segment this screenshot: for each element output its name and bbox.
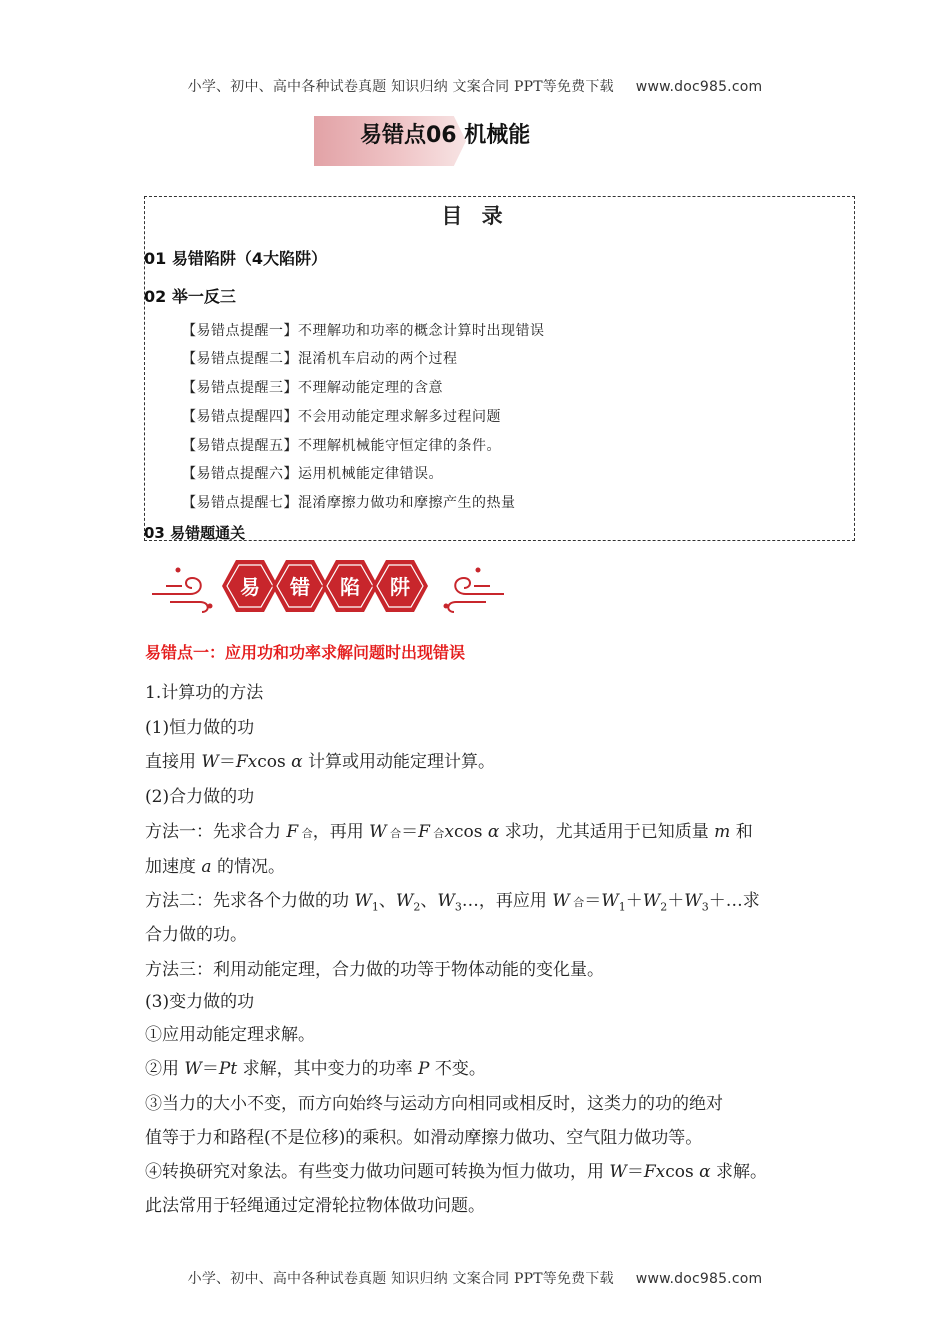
var-P: P xyxy=(417,1059,430,1079)
text-run: 方法一：先求合力 xyxy=(145,822,287,842)
toc-item-2[interactable]: 【易错点提醒二】混淆机车启动的两个过程 xyxy=(182,351,458,367)
text-run: 求解。 xyxy=(710,1162,768,1182)
var-W: W xyxy=(354,891,372,911)
text-run: cos xyxy=(665,1162,700,1182)
var-alpha: α xyxy=(291,752,303,772)
text-run: ＋ xyxy=(667,891,685,911)
text-run: 求解，其中变力的功率 xyxy=(237,1059,418,1079)
subscript: 合 xyxy=(569,896,585,909)
var-W: W xyxy=(184,1059,202,1079)
body-line-3 xyxy=(145,747,495,772)
text-run: ②用 xyxy=(145,1059,185,1079)
subscript: 3 xyxy=(454,900,462,914)
text-run: 、 xyxy=(420,891,438,911)
subscript: 合 xyxy=(386,827,402,840)
body-line-9: 方法三：利用动能定理，合力做的功等于物体动能的变化量。 xyxy=(145,960,604,980)
body-line-10: (3)变力做的功 xyxy=(145,992,255,1012)
text-run: 方法二：先求各个力做的功 xyxy=(145,891,355,911)
right-swirl-ornament xyxy=(444,568,505,613)
toc-item-7[interactable]: 【易错点提醒七】混淆摩擦力做功和摩擦产生的热量 xyxy=(182,495,516,511)
body-line-14: 值等于力和路程(不是位移)的乘积。如滑动摩擦力做功、空气阻力做功等。 xyxy=(145,1128,703,1148)
page-header-site[interactable]: www.doc985.com xyxy=(635,79,763,95)
page-footer-text: 小学、初中、高中各种试卷真题 知识归纳 文案合同 PPT等免费下载 xyxy=(187,1271,614,1287)
var-W: W xyxy=(437,891,455,911)
page-footer xyxy=(0,1268,950,1288)
var-alpha: α xyxy=(699,1162,711,1182)
body-line-16: 此法常用于轻绳通过定滑轮拉物体做功问题。 xyxy=(145,1196,485,1216)
toc-item-6[interactable]: 【易错点提醒六】运用机械能定律错误。 xyxy=(182,466,443,482)
var-W: W xyxy=(201,752,219,772)
toc-section-1[interactable]: 01 易错陷阱（4大陷阱） xyxy=(144,249,327,268)
subscript: 3 xyxy=(701,900,709,914)
var-W: W xyxy=(642,891,661,911)
var-x: x xyxy=(444,822,454,842)
subscript: 合 xyxy=(298,827,313,840)
banner-char-4: 阱 xyxy=(390,575,410,599)
toc-item-5[interactable]: 【易错点提醒五】不理解机械能守恒定律的条件。 xyxy=(182,438,501,454)
toc-section-2[interactable]: 02 举一反三 xyxy=(144,287,236,306)
body-line-15 xyxy=(145,1157,767,1182)
body-line-2: (1)恒力做的功 xyxy=(145,718,255,738)
var-m: m xyxy=(714,822,731,842)
subscript: 合 xyxy=(429,827,445,840)
page-title: 易错点06 机械能 xyxy=(360,123,531,148)
subscript: 2 xyxy=(660,900,668,914)
text-run: ＋ xyxy=(625,891,643,911)
var-W: W xyxy=(552,891,570,911)
var-Pt: Pt xyxy=(218,1059,238,1079)
text-run: ＋…求 xyxy=(708,891,760,911)
toc-item-1[interactable]: 【易错点提醒一】不理解功和功率的概念计算时出现错误 xyxy=(182,323,545,339)
trap-banner xyxy=(148,556,508,616)
body-line-6 xyxy=(145,852,285,877)
text-run: 加速度 xyxy=(145,857,202,877)
text-run: 和 xyxy=(730,822,753,842)
banner-char-3: 陷 xyxy=(340,575,360,599)
var-F: F xyxy=(286,822,299,842)
text-run: 的情况。 xyxy=(211,857,285,877)
banner-char-2: 错 xyxy=(290,575,310,599)
var-Fx: Fx xyxy=(643,1162,666,1182)
body-line-1: 1.计算功的方法 xyxy=(145,683,264,703)
var-F: F xyxy=(418,822,430,842)
banner-char-1: 易 xyxy=(240,575,260,599)
text-run: ＝ xyxy=(401,822,419,842)
subscript: 1 xyxy=(371,900,379,914)
body-line-12 xyxy=(145,1054,486,1079)
toc-heading: 目 录 xyxy=(441,204,509,228)
body-line-13: ③当力的大小不变，而方向始终与运动方向相同或相反时，这类力的功的绝对 xyxy=(145,1094,723,1114)
text-run: ＝ xyxy=(218,752,236,772)
subscript: 1 xyxy=(618,900,626,914)
text-run: ④转换研究对象法。有些变力做功问题可转换为恒力做功，用 xyxy=(145,1162,610,1182)
var-Fx: Fx xyxy=(235,752,258,772)
text-run: 求功，尤其适用于已知质量 xyxy=(499,822,715,842)
body-line-7 xyxy=(145,886,760,913)
page-header xyxy=(0,76,950,96)
body-line-5 xyxy=(145,817,753,842)
text-run: 不变。 xyxy=(429,1059,486,1079)
var-alpha: α xyxy=(487,822,500,842)
var-W: W xyxy=(369,822,387,842)
var-a: a xyxy=(201,857,212,877)
text-run: cos xyxy=(453,822,488,842)
var-W: W xyxy=(395,891,414,911)
body-line-8: 合力做的功。 xyxy=(145,925,247,945)
page-footer-site[interactable]: www.doc985.com xyxy=(635,1271,763,1287)
page-header-text: 小学、初中、高中各种试卷真题 知识归纳 文案合同 PPT等免费下载 xyxy=(187,79,614,95)
text-run: …，再应用 xyxy=(461,891,553,911)
toc-item-3[interactable]: 【易错点提醒三】不理解动能定理的含意 xyxy=(182,380,443,396)
body-line-4: (2)合力做的功 xyxy=(145,787,255,807)
toc-item-4[interactable]: 【易错点提醒四】不会用动能定理求解多过程问题 xyxy=(182,409,501,425)
subscript: 2 xyxy=(413,900,421,914)
var-W: W xyxy=(684,891,702,911)
text-run: 计算或用动能定理计算。 xyxy=(302,752,496,772)
text-run: ＝ xyxy=(626,1162,644,1182)
var-W: W xyxy=(601,891,619,911)
text-run: cos xyxy=(257,752,292,772)
text-run: ＝ xyxy=(584,891,602,911)
left-swirl-ornament xyxy=(152,568,213,613)
text-run: ，再用 xyxy=(312,822,370,842)
var-W: W xyxy=(609,1162,627,1182)
text-run: 、 xyxy=(378,891,396,911)
section-heading: 易错点一：应用功和功率求解问题时出现错误 xyxy=(145,643,466,662)
text-run: ＝ xyxy=(201,1059,219,1079)
text-run: 直接用 xyxy=(145,752,202,772)
toc-section-3[interactable]: 03 易错题通关 xyxy=(144,524,246,542)
body-line-11: ①应用动能定理求解。 xyxy=(145,1025,315,1045)
